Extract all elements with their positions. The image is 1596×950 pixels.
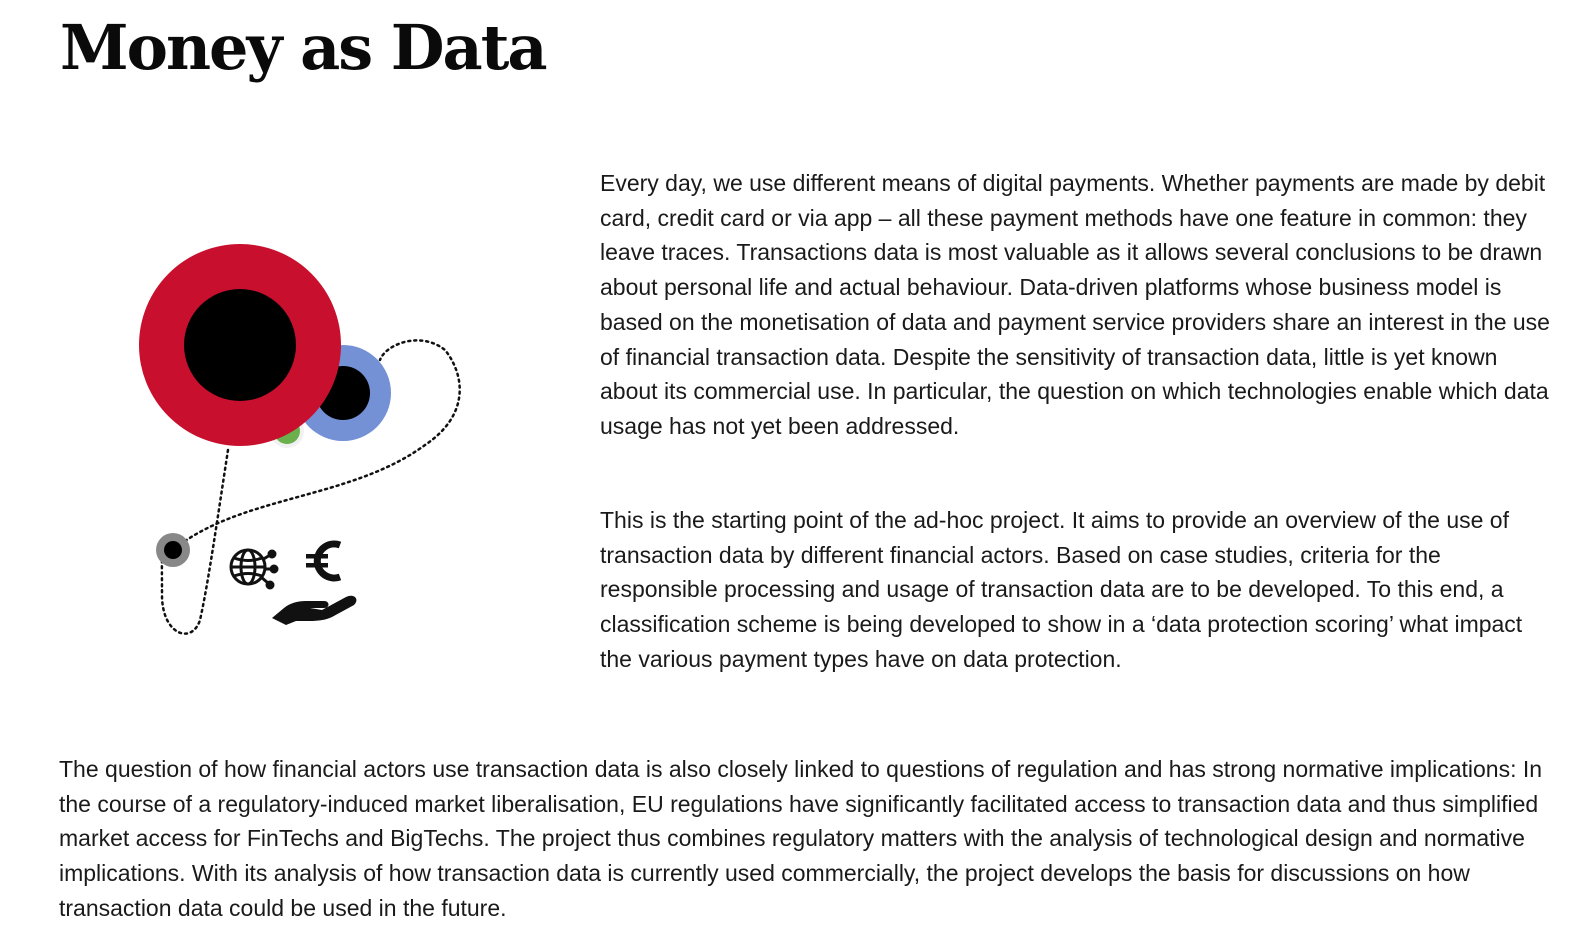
gray-node-center: [164, 541, 182, 559]
illustration-svg: [120, 225, 480, 655]
globe-network-icon: [231, 550, 277, 588]
open-hand-icon: [272, 596, 356, 625]
euro-icon: [306, 544, 340, 578]
hero-illustration: [120, 225, 480, 655]
intro-paragraph: Every day, we use different means of digital payments. Whether payments are made by debit card, credit card or via app – all these payment methods have one feature in common: they leave traces. Transactions data is most valuable as it allows several conclusions to be drawn about personal life and actual behaviour. Data-driven platforms whose business model is based on the monetisation of data and payment service providers share an interest in the use of financial transaction data. Despite the sensitivity of transaction data, little is yet known about its commercial use. In particular, the question on which technologies enable which data usage has not yet been addressed.: [600, 170, 1550, 439]
red-ring-center: [184, 289, 296, 401]
regulation-paragraph: The question of how financial actors use transaction data is also closely linked to questions of regulation and has strong normative implications: In the course of a regulatory-induced market liberalisation, EU regulations have significantly facilitated access to transaction data and thus simplified market access for FinTechs and BigTechs. The project thus combines regulatory matters with the analysis of technological design and normative implications. With its analysis of how transaction data is currently used commercially, the project develops the basis for discussions on how transaction data could be used in the future.: [59, 756, 1543, 921]
page-title: Money as Data: [60, 11, 546, 84]
project-paragraph: This is the starting point of the ad-hoc project. It aims to provide an overview of the use of transaction data by different financial actors. Based on case studies, criteria for the responsible processing and usage of transaction data are to be developed. To this end, a classification scheme is being developed to show in a ‘data protection scoring’ what impact the various payment types have on data protection.: [600, 507, 1523, 672]
